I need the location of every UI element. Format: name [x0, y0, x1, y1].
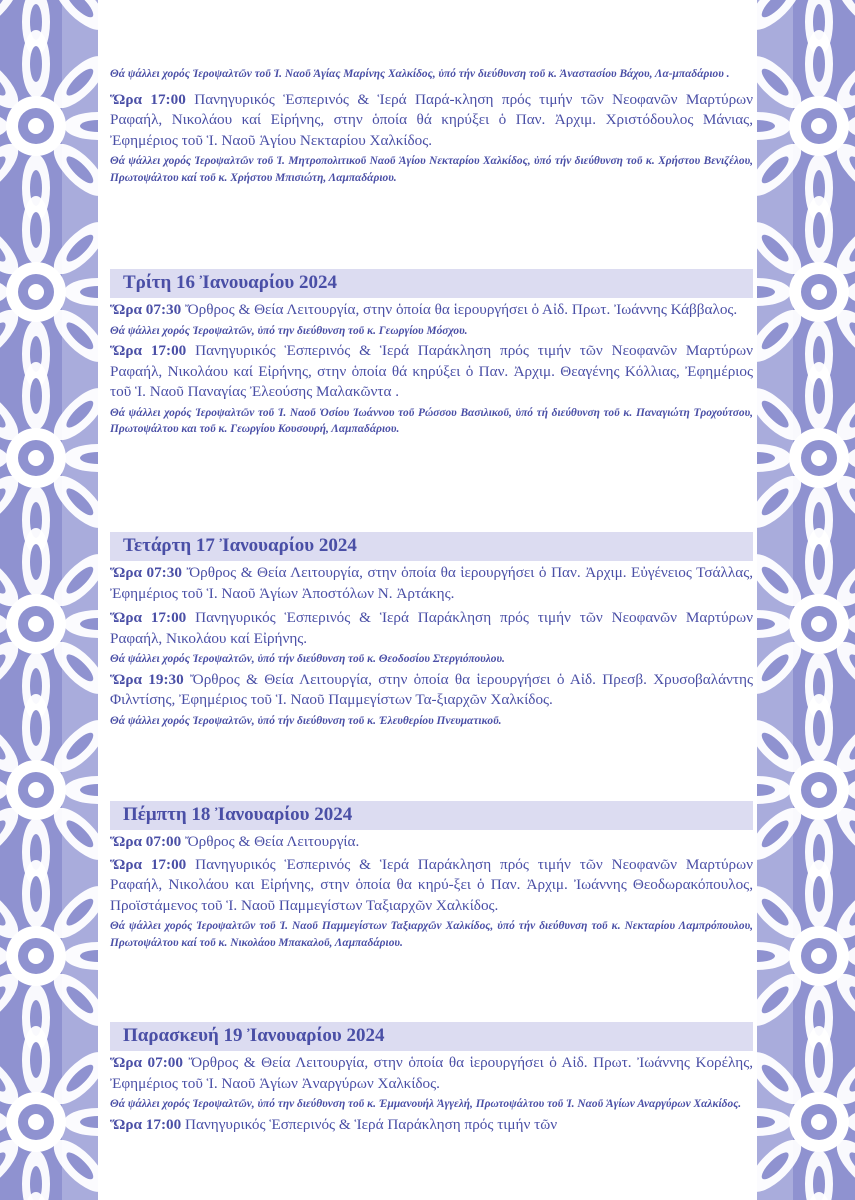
- service-time: Ὥρα 07:30: [110, 301, 182, 318]
- border-pattern: [757, 0, 855, 1200]
- service-time: Ὥρα 17:00: [110, 855, 187, 873]
- day-title: Παρασκευή 19 Ἰανουαρίου 2024: [123, 1025, 385, 1046]
- service-time: Ὥρα 07:00: [110, 1054, 183, 1071]
- left-decorative-border: [0, 0, 98, 1200]
- service-time: Ὥρα 07:00: [110, 833, 182, 850]
- service-time: Ὥρα 17:00: [110, 342, 187, 360]
- service-text: Πανηγυρικός Ἑσπερινός & Ἱερά Παράκληση πρός τιμήν τῶν: [181, 1115, 558, 1133]
- service-paragraph: [110, 1053, 753, 1094]
- service-paragraph: [110, 563, 753, 604]
- service-text: Ὄρθρος & Θεία Λειτουργία.: [181, 833, 360, 850]
- choir-note: Θά ψάλλει χορός Ἱεροψαλτῶν τοῦ Ἱ. Ναοῦ Ὁσίου Ἰωάννου τοῦ Ρώσσου Βασιλικοῦ, ὑπό τή διεύθυνση τοῦ κ. Παναγιώτη Τροχούτσου, Πρωτοψάλτου και τοῦ κ. Γεωργίου Κουσουρή, Λαμπαδάριου.: [110, 406, 753, 436]
- service-paragraph: [110, 341, 753, 403]
- day-header: [110, 1022, 753, 1051]
- day-title: Τετάρτη 17 Ἰανουαρίου 2024: [123, 535, 357, 556]
- day-section-friday: [110, 1053, 753, 1135]
- service-time: Ὥρα 17:00: [110, 1115, 182, 1133]
- day-header: [110, 532, 753, 561]
- day-section-wednesday: [110, 563, 753, 729]
- choir-note: Θά ψάλλει χορός Ἱεροψαλτῶν, ὑπό την διεύθυνση τοῦ κ. Ἐμμανουήλ Ἀγγελή, Πρωτοψάλτου τοῦ Ἱ. Ναοῦ Ἁγίων Αναργύρων Χαλκίδος.: [110, 1098, 742, 1110]
- service-text: Ὄρθρος & Θεία Λειτουργία, στην ὁποία θα ἱερουργήσει ὁ Αἰδ. Πρωτ. Ἰωάννης Κορέλης, Ἐφημέριος τοῦ Ἱ. Ναοῦ Ἁγίων Ἀναργύρων Χαλκίδος.: [110, 1054, 754, 1092]
- choir-note: Θά ψάλλει χορός Ἱεροψαλτῶν τοῦ Ἱ. Ναοῦ Ἁγίας Μαρίνης Χαλκίδος, ὑπό τήν διεύθυνση τοῦ κ. Ἀναστασίου Βάχου, Λα-μπαδάριου .: [110, 68, 730, 80]
- day-section-tuesday: [110, 300, 753, 438]
- day-header: [110, 269, 753, 298]
- service-paragraph: [110, 670, 753, 711]
- day-title: Πέμπτη 18 Ἰανουαρίου 2024: [123, 804, 353, 825]
- right-decorative-border: [757, 0, 855, 1200]
- service-time: Ὥρα 07:30: [110, 564, 182, 581]
- service-time: Ὥρα 17:00: [110, 90, 186, 108]
- choir-note: Θά ψάλλει χορός Ἱεροψαλτῶν, ὑπό την διεύθυνση τοῦ κ. Γεωργίου Μόσχου.: [110, 324, 468, 337]
- service-paragraph: [110, 855, 753, 917]
- service-text: Ὄρθρος & Θεία Λειτουργία, στην ὁποία θα ἱερουργήσει ὁ Αἰδ. Πρεσβ. Χρυσοβαλάντης Φιλντίσης, Ἐφημέριος τοῦ Ἱ. Ναοῦ Παμμεγίστων Τα-ξιαρχῶν Χαλκίδος.: [110, 670, 753, 709]
- border-pattern: [0, 0, 98, 1200]
- service-text: Ὄρθρος & Θεία Λειτουργία, στην ὁποία θα ἱερουργήσει ὁ Αἰδ. Πρωτ. Ἰωάννης Κάββαλος.: [181, 301, 738, 318]
- service-text: Πανηγυρικός Ἑσπερινός & Ἱερά Παράκληση πρός τιμήν τῶν Νεοφανῶν Μαρτύρων Ραφαήλ, Νικολάου καί Εἰρήνης.: [110, 609, 753, 647]
- service-text: Πανηγυρικός Ἑσπερινός & Ἱερά Παράκληση πρός τιμήν τῶν Νεοφανῶν Μαρτύρων Ραφαήλ, Νικολάου και Εἰρήνης, στην ὁποία θα κηρύ-ξει ὁ Παν. Ἀρχιμ. Ἰωάννης Θεοδωρακόπουλος, Προϊστάμενος τοῦ Ἱ. Ναοῦ Παμμεγίστων Ταξιαρχῶν Χαλκίδος.: [110, 855, 753, 914]
- day-title: Τρίτη 16 Ἰανουαρίου 2024: [123, 272, 337, 293]
- service-text: Πανηγυρικός Ἑσπερινός & Ἱερά Παρά-κληση πρός τιμήν τῶν Νεοφανῶν Μαρτύρων Ραφαήλ, Νικολάου καί Εἰρήνης, στην ὁποία θά κηρύξει ὁ Παν. Ἀρχιμ. Χριστόδουλος Μάνιας, Ἐφημέριος τοῦ Ἱ. Ναοῦ Ἁγίου Νεκταρίου Χαλκίδος.: [110, 90, 754, 149]
- service-time: Ὥρα 17:00: [110, 609, 187, 626]
- service-paragraph: [110, 608, 753, 649]
- service-paragraph: [110, 300, 753, 321]
- choir-note: Θά ψάλλει χορός Ἱεροψαλτῶν τοῦ Ἱ. Μητροπολιτικοῦ Ναοῦ Ἁγίου Νεκταρίου Χαλκίδος, ὑπό τήν διεύθυνση τοῦ κ. Χρήστου Βενιζέλου, Πρωτοψάλτου καί τοῦ κ. Χρήστου Μπισιώτη, Λαμπαδάριου.: [110, 155, 753, 184]
- choir-note: Θά ψάλλει χορός Ἱεροψαλτῶν, ὑπό τήν διεύθυνση τοῦ κ. Ἐλευθερίου Πνευματικοῦ.: [110, 714, 502, 727]
- service-text: Ὄρθρος & Θεία Λειτουργία, στην ὁποία θα ἱερουργήσει ὁ Παν. Ἀρχιμ. Εὐγένειος Τσάλλας, Ἐφημέριος τοῦ Ἱ. Ναοῦ Ἁγίων Ἀποστόλων Ν. Ἀρτάκης.: [110, 564, 754, 602]
- schedule-page: [110, 0, 753, 1200]
- choir-note: Θά ψάλλει χορός Ἱεροψαλτῶν τοῦ Ἱ. Ναοῦ Παμμεγίστων Ταξιαρχῶν Χαλκίδος, ὑπό τήν διεύθυνση τοῦ κ. Νεκταρίου Λαμπρόπουλου, Πρωτοψάλτου καί τοῦ κ. Νικολάου Μπακαλοῦ, Λαμπαδάριου.: [110, 920, 753, 949]
- service-text: Πανηγυρικός Ἑσπερινός & Ἱερά Παράκληση πρός τιμήν τῶν Νεοφανῶν Μαρτύρων Ραφαήλ, Νικολάου καί Εἰρήνης, στην ὁποία θά κηρύξει ὁ Παν. Ἀρχιμ. Θεαγένης Κόλλιας, Ἐφημέριος τοῦ Ἱ. Ναοῦ Παναγίας Ἐλεούσης Μαλακῶντα .: [110, 342, 753, 401]
- day-section-thursday: [110, 832, 753, 951]
- intro-section: [110, 66, 753, 186]
- choir-note: Θά ψάλλει χορός Ἱεροψαλτῶν, ὑπό τήν διεύθυνση τοῦ κ. Θεοδοσίου Στεργιόπουλου.: [110, 653, 505, 665]
- service-time: Ὥρα 19:30: [110, 670, 184, 688]
- day-header: [110, 801, 753, 830]
- service-paragraph: [110, 90, 753, 152]
- service-paragraph: [110, 1115, 753, 1136]
- service-paragraph: [110, 832, 753, 853]
